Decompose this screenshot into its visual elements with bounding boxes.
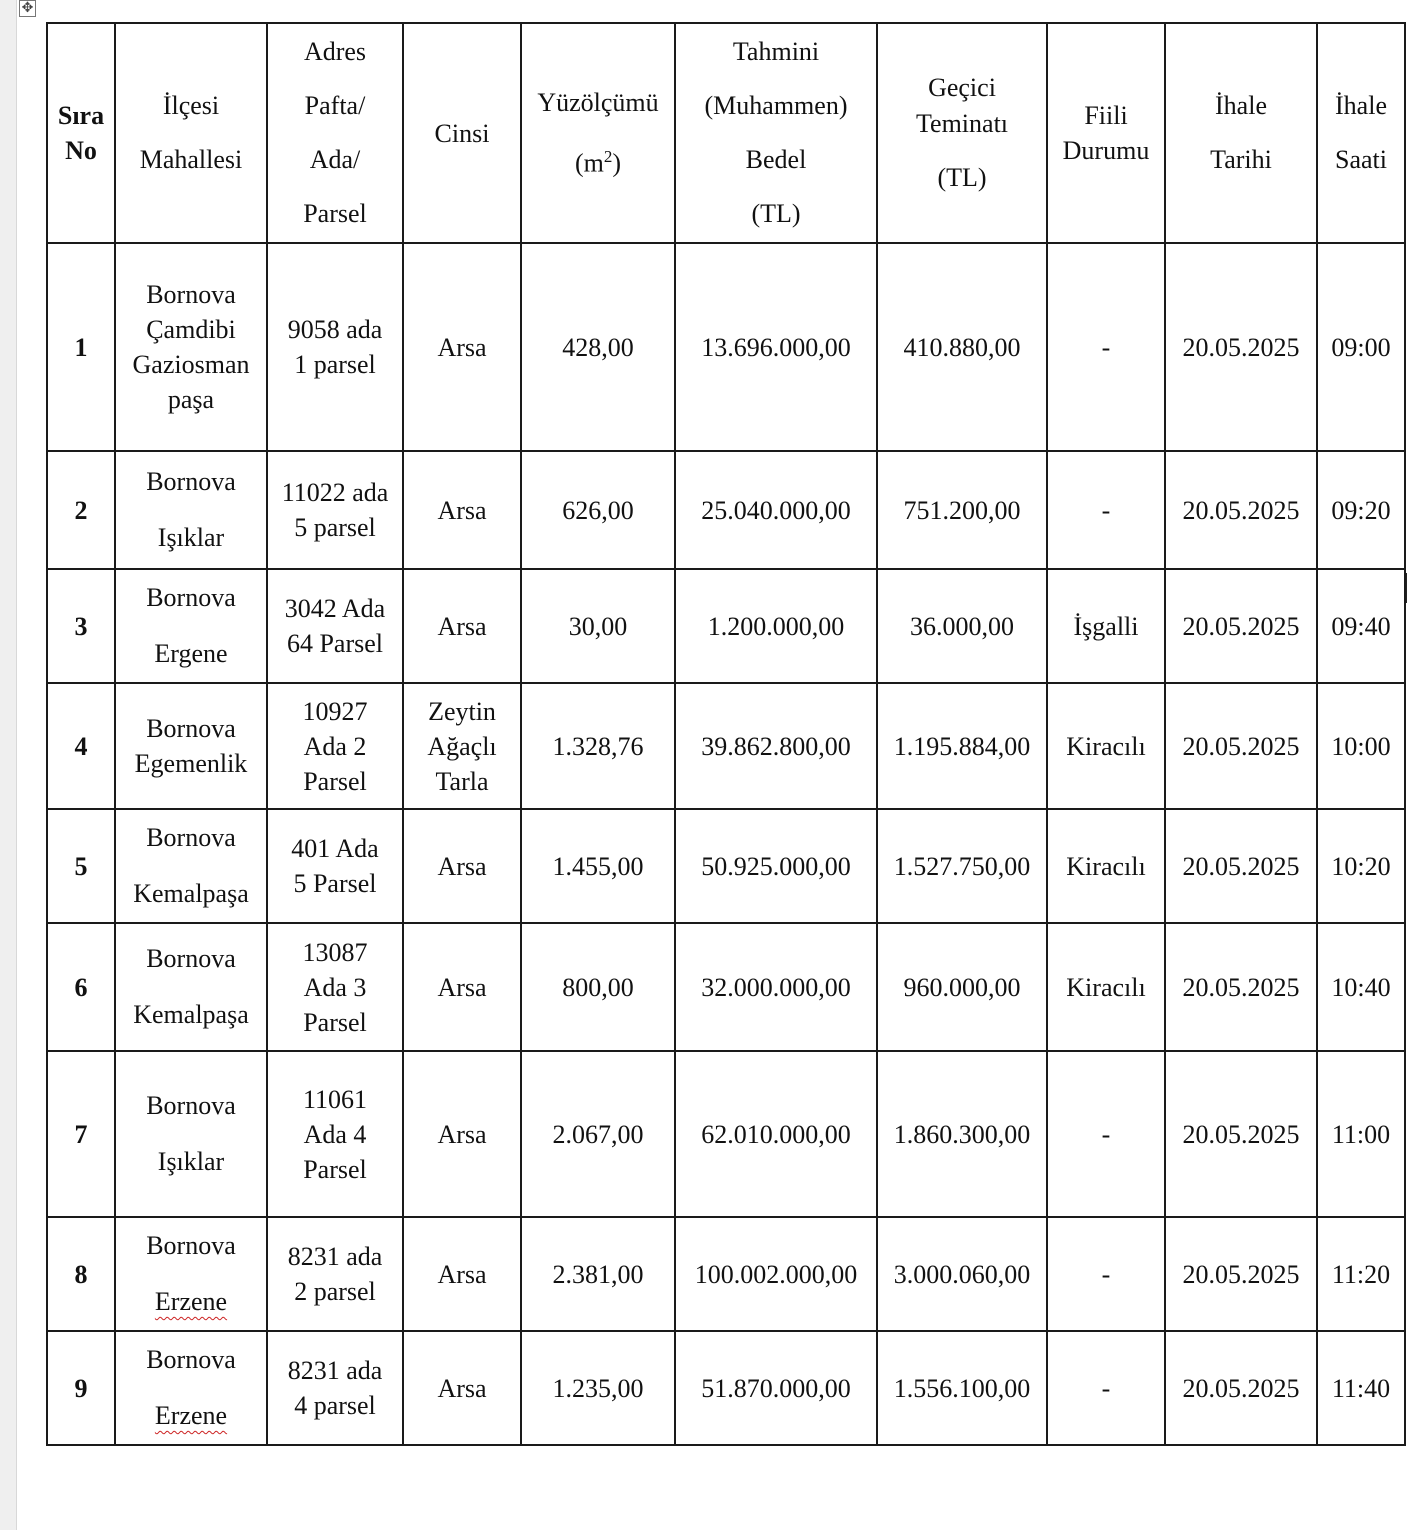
row-number-text: 9 — [74, 1373, 88, 1403]
row-gecici-teminat-text: 960.000,00 — [903, 972, 1021, 1002]
adres-line: Ada 3 — [303, 972, 367, 1002]
header-cinsi-text: Cinsi — [434, 118, 490, 148]
row-tahmini-bedel — [675, 683, 877, 809]
row-number-text: 7 — [74, 1119, 88, 1149]
header-yuzolcumu-line: Yüzölçümü — [537, 87, 659, 117]
row-adres — [267, 1051, 403, 1217]
row-adres — [267, 451, 403, 569]
header-ihale-saati — [1317, 23, 1405, 243]
adres-line: 3042 Ada — [284, 594, 386, 623]
row-fiili-durum-text: - — [1101, 1119, 1111, 1149]
adres-line: 2 parsel — [294, 1277, 376, 1306]
row-tahmini-bedel-text: 1.200.000,00 — [707, 611, 845, 641]
row-adres — [267, 243, 403, 451]
row-ihale-tarihi — [1165, 1051, 1317, 1217]
row-number — [47, 923, 115, 1051]
mahalle-text: paşa — [167, 385, 215, 414]
row-tahmini-bedel-text: 100.002.000,00 — [694, 1259, 858, 1289]
table-row — [47, 451, 1405, 569]
row-adres — [267, 809, 403, 923]
adres-line: 401 Ada — [291, 834, 379, 863]
cinsi-line: Arsa — [437, 495, 487, 525]
row-ihale-saati — [1317, 451, 1405, 569]
row-ilce-mahalle — [115, 809, 267, 923]
row-tahmini-bedel-text: 62.010.000,00 — [701, 1119, 851, 1149]
row-fiili-durum-text: Kiracılı — [1066, 851, 1146, 881]
row-ihale-tarihi — [1165, 1331, 1317, 1445]
row-gecici-teminat — [877, 809, 1047, 923]
row-gecici-teminat — [877, 243, 1047, 451]
table-row — [47, 1217, 1405, 1331]
header-parsel-line: Parsel — [303, 199, 367, 228]
ihale-table — [46, 22, 1406, 1446]
row-ilce-mahalle — [115, 243, 267, 451]
ilce-text: Bornova — [146, 1091, 236, 1120]
header-adres-line: Adres — [303, 37, 367, 66]
row-tahmini-bedel — [675, 1217, 877, 1331]
row-yuzolcumu-text: 2.381,00 — [552, 1259, 644, 1289]
row-yuzolcumu-text: 626,00 — [562, 495, 634, 525]
row-number — [47, 1331, 115, 1445]
row-ihale-tarihi-text: 20.05.2025 — [1182, 972, 1300, 1002]
header-ilce-line: İlçesi — [162, 91, 220, 120]
table-move-handle-icon[interactable]: ✥ — [19, 0, 36, 17]
row-tahmini-bedel — [675, 809, 877, 923]
row-tahmini-bedel-text: 39.862.800,00 — [701, 731, 851, 761]
cinsi-line: Arsa — [437, 851, 487, 881]
row-cinsi — [403, 1051, 521, 1217]
ilce-text: Bornova — [146, 1231, 236, 1260]
row-adres — [267, 1331, 403, 1445]
ilce-text: Bornova — [146, 823, 236, 852]
header-saati-line: Saati — [1335, 145, 1387, 174]
adres-line: Parsel — [303, 1007, 367, 1037]
row-ihale-saati — [1317, 923, 1405, 1051]
ilce-text: Bornova — [146, 944, 236, 973]
row-ilce-mahalle — [115, 569, 267, 683]
row-ihale-tarihi — [1165, 923, 1317, 1051]
row-tahmini-bedel-text: 32.000.000,00 — [701, 972, 851, 1002]
row-gecici-teminat-text: 751.200,00 — [903, 495, 1021, 525]
row-fiili-durum-text: - — [1101, 332, 1111, 362]
adres-line: 4 parsel — [294, 1391, 376, 1420]
row-gecici-teminat-text: 1.195.884,00 — [893, 731, 1031, 761]
adres-line: 8231 ada — [287, 1356, 383, 1385]
header-cinsi — [403, 23, 521, 243]
table-row — [47, 569, 1405, 683]
mahalle-text: Ergene — [154, 639, 228, 668]
mahalle-text: Çamdibi — [146, 315, 236, 344]
header-unit-exponent: 2 — [603, 146, 613, 166]
row-cinsi — [403, 923, 521, 1051]
row-ihale-tarihi — [1165, 1217, 1317, 1331]
row-cinsi — [403, 451, 521, 569]
row-fiili-durum — [1047, 1331, 1165, 1445]
row-ihale-saati-text: 09:00 — [1331, 332, 1391, 362]
row-number — [47, 809, 115, 923]
header-fiili-durumu — [1047, 23, 1165, 243]
table-body — [47, 243, 1405, 1445]
row-ihale-saati — [1317, 809, 1405, 923]
header-unit-close: ) — [612, 148, 622, 178]
row-yuzolcumu — [521, 243, 675, 451]
header-muhammen-line: (Muhammen) — [704, 91, 848, 120]
row-number-text: 2 — [74, 495, 88, 525]
row-number — [47, 683, 115, 809]
table-row — [47, 1051, 1405, 1217]
row-ihale-saati-text: 11:20 — [1331, 1259, 1391, 1289]
row-fiili-durum — [1047, 1217, 1165, 1331]
row-ihale-tarihi — [1165, 569, 1317, 683]
row-ihale-saati — [1317, 1051, 1405, 1217]
header-fiili-line: Fiili — [1084, 101, 1128, 130]
row-tahmini-bedel — [675, 923, 877, 1051]
header-teminat-tl-line: (TL) — [937, 163, 987, 192]
row-fiili-durum — [1047, 809, 1165, 923]
row-number — [47, 243, 115, 451]
row-number-text: 4 — [74, 731, 88, 761]
row-gecici-teminat — [877, 1331, 1047, 1445]
row-number — [47, 1051, 115, 1217]
row-ilce-mahalle — [115, 1217, 267, 1331]
row-tahmini-bedel — [675, 451, 877, 569]
cinsi-line: Tarla — [435, 766, 489, 796]
header-tahmini-bedel — [675, 23, 877, 243]
cinsi-line: Zeytin — [428, 696, 496, 726]
row-ilce-mahalle — [115, 923, 267, 1051]
table-header-row — [47, 23, 1405, 243]
row-ihale-saati — [1317, 683, 1405, 809]
row-cinsi — [403, 1331, 521, 1445]
ilce-text: Bornova — [146, 467, 236, 496]
row-fiili-durum-text: - — [1101, 1259, 1111, 1289]
row-yuzolcumu — [521, 923, 675, 1051]
row-ihale-tarihi-text: 20.05.2025 — [1182, 495, 1300, 525]
row-ihale-tarihi-text: 20.05.2025 — [1182, 1119, 1300, 1149]
ilce-text: Bornova — [146, 280, 236, 309]
row-cinsi — [403, 243, 521, 451]
header-sira-line: Sıra — [57, 101, 105, 130]
header-ihale-tarihi — [1165, 23, 1317, 243]
row-gecici-teminat-text: 3.000.060,00 — [893, 1259, 1031, 1289]
row-fiili-durum — [1047, 1051, 1165, 1217]
row-cinsi — [403, 683, 521, 809]
row-yuzolcumu — [521, 569, 675, 683]
row-yuzolcumu-text: 1.455,00 — [552, 851, 644, 881]
row-cinsi — [403, 1217, 521, 1331]
row-ilce-mahalle — [115, 451, 267, 569]
cinsi-line: Arsa — [437, 1259, 487, 1289]
row-ihale-tarihi-text: 20.05.2025 — [1182, 1373, 1300, 1403]
mahalle-text: Işıklar — [157, 523, 225, 552]
row-adres — [267, 923, 403, 1051]
row-fiili-durum-text: - — [1101, 495, 1111, 525]
row-fiili-durum — [1047, 243, 1165, 451]
adres-line: 5 parsel — [294, 513, 376, 542]
adres-line: 13087 — [302, 937, 368, 967]
row-number — [47, 451, 115, 569]
row-yuzolcumu-text: 428,00 — [562, 332, 634, 362]
header-teminati-line: Teminatı — [915, 109, 1009, 138]
row-ihale-tarihi-text: 20.05.2025 — [1182, 731, 1300, 761]
row-fiili-durum — [1047, 451, 1165, 569]
mahalle-text: Gaziosman — [132, 350, 250, 379]
row-adres — [267, 1217, 403, 1331]
row-adres — [267, 683, 403, 809]
row-number-text: 8 — [74, 1259, 88, 1289]
document-left-margin — [0, 0, 17, 1530]
cinsi-line: Ağaçlı — [427, 731, 497, 761]
header-ada-line: Ada/ — [309, 145, 361, 174]
adres-line: 11022 ada — [281, 478, 389, 507]
row-ihale-tarihi — [1165, 809, 1317, 923]
header-tahmini-line: Tahmini — [732, 37, 820, 66]
mahalle-text: Kemalpaşa — [133, 1000, 249, 1029]
header-ihale-line: İhale — [1215, 91, 1267, 120]
row-ihale-tarihi — [1165, 243, 1317, 451]
header-durumu-line: Durumu — [1062, 136, 1150, 165]
row-yuzolcumu — [521, 1331, 675, 1445]
row-number-text: 6 — [74, 972, 88, 1002]
table-row — [47, 1331, 1405, 1445]
row-ihale-saati — [1317, 243, 1405, 451]
row-gecici-teminat — [877, 683, 1047, 809]
row-yuzolcumu-text: 30,00 — [568, 611, 628, 641]
row-ihale-saati-text: 10:40 — [1331, 972, 1391, 1002]
row-gecici-teminat-text: 1.860.300,00 — [893, 1119, 1031, 1149]
row-ihale-saati-text: 09:20 — [1331, 495, 1391, 525]
ilce-text: Bornova — [146, 583, 236, 612]
adres-line: 8231 ada — [287, 1242, 383, 1271]
adres-line: Ada 2 — [303, 731, 367, 761]
header-mahalle-line: Mahallesi — [139, 145, 243, 174]
row-yuzolcumu — [521, 809, 675, 923]
header-unit-open: (m — [574, 148, 604, 178]
row-ihale-saati-text: 11:40 — [1331, 1373, 1391, 1403]
row-ihale-saati-text: 10:20 — [1331, 851, 1391, 881]
row-ihale-saati — [1317, 569, 1405, 683]
row-ilce-mahalle — [115, 1331, 267, 1445]
row-yuzolcumu-text: 1.235,00 — [552, 1373, 644, 1403]
row-fiili-durum-text: Kiracılı — [1066, 731, 1146, 761]
adres-line: 64 Parsel — [286, 629, 384, 658]
row-yuzolcumu — [521, 1051, 675, 1217]
row-tahmini-bedel-text: 51.870.000,00 — [701, 1373, 851, 1403]
row-yuzolcumu-text: 1.328,76 — [552, 731, 644, 761]
table-row — [47, 809, 1405, 923]
header-sira-no — [47, 23, 115, 243]
row-tahmini-bedel — [675, 1331, 877, 1445]
header-gecici-line: Geçici — [928, 73, 996, 102]
row-gecici-teminat-text: 36.000,00 — [910, 611, 1014, 641]
mahalle-text: Işıklar — [157, 1147, 225, 1176]
header-adres — [267, 23, 403, 243]
row-fiili-durum — [1047, 923, 1165, 1051]
row-ihale-tarihi — [1165, 683, 1317, 809]
row-fiili-durum-text: - — [1101, 1373, 1111, 1403]
row-tahmini-bedel-text: 13.696.000,00 — [701, 332, 851, 362]
row-ihale-tarihi-text: 20.05.2025 — [1182, 851, 1300, 881]
cinsi-line: Arsa — [437, 972, 487, 1002]
row-tahmini-bedel — [675, 243, 877, 451]
row-yuzolcumu-text: 800,00 — [562, 972, 634, 1002]
row-ihale-tarihi — [1165, 451, 1317, 569]
row-gecici-teminat-text: 1.527.750,00 — [893, 851, 1031, 881]
row-number-text: 5 — [74, 851, 88, 881]
row-yuzolcumu-text: 2.067,00 — [552, 1119, 644, 1149]
header-tl-line: (TL) — [751, 199, 801, 228]
ilce-text: Bornova — [146, 714, 236, 743]
row-fiili-durum-text: İşgalli — [1073, 611, 1139, 641]
row-gecici-teminat-text: 1.556.100,00 — [893, 1373, 1031, 1403]
row-ilce-mahalle — [115, 683, 267, 809]
row-number-text: 1 — [74, 332, 88, 362]
row-gecici-teminat-text: 410.880,00 — [903, 332, 1021, 362]
table-row — [47, 683, 1405, 809]
adres-line: Parsel — [303, 1154, 367, 1184]
row-adres — [267, 569, 403, 683]
row-number — [47, 569, 115, 683]
header-gecici-teminat — [877, 23, 1047, 243]
mahalle-text: Egemenlik — [134, 749, 248, 778]
cinsi-line: Arsa — [437, 1373, 487, 1403]
ilce-text: Bornova — [146, 1345, 236, 1374]
row-tahmini-bedel-text: 50.925.000,00 — [701, 851, 851, 881]
mahalle-text: Erzene — [154, 1401, 228, 1430]
row-fiili-durum — [1047, 683, 1165, 809]
adres-line: 10927 — [302, 696, 368, 726]
row-gecici-teminat — [877, 1217, 1047, 1331]
cinsi-line: Arsa — [437, 332, 487, 362]
row-yuzolcumu — [521, 451, 675, 569]
row-number-text: 3 — [74, 611, 88, 641]
row-ihale-tarihi-text: 20.05.2025 — [1182, 611, 1300, 641]
mahalle-text: Kemalpaşa — [133, 879, 249, 908]
adres-line: Parsel — [303, 766, 367, 796]
header-bedel-line: Bedel — [745, 145, 807, 174]
header-ilce-mahalle — [115, 23, 267, 243]
adres-line: 1 parsel — [294, 350, 376, 379]
row-fiili-durum — [1047, 569, 1165, 683]
header-unit-line — [522, 130, 674, 191]
row-tahmini-bedel-text: 25.040.000,00 — [701, 495, 851, 525]
row-ihale-saati-text: 11:00 — [1331, 1119, 1391, 1149]
header-pafta-line: Pafta/ — [304, 91, 366, 120]
row-tahmini-bedel — [675, 1051, 877, 1217]
table-row — [47, 923, 1405, 1051]
table-row — [47, 243, 1405, 451]
row-cinsi — [403, 569, 521, 683]
mahalle-text: Erzene — [154, 1287, 228, 1316]
cinsi-line: Arsa — [437, 611, 487, 641]
adres-line: Ada 4 — [303, 1119, 367, 1149]
row-fiili-durum-text: Kiracılı — [1066, 972, 1146, 1002]
row-yuzolcumu — [521, 683, 675, 809]
row-ihale-saati — [1317, 1217, 1405, 1331]
header-ihale-saat-line: İhale — [1335, 91, 1387, 120]
adres-line: 11061 — [302, 1084, 368, 1114]
row-tahmini-bedel — [675, 569, 877, 683]
row-ihale-tarihi-text: 20.05.2025 — [1182, 1259, 1300, 1289]
row-gecici-teminat — [877, 451, 1047, 569]
row-cinsi — [403, 809, 521, 923]
adres-line: 9058 ada — [287, 315, 383, 344]
row-gecici-teminat — [877, 569, 1047, 683]
header-no-line: No — [65, 136, 97, 165]
row-ihale-saati — [1317, 1331, 1405, 1445]
row-yuzolcumu — [521, 1217, 675, 1331]
adres-line: 5 Parsel — [293, 869, 377, 898]
header-yuzolcumu — [521, 23, 675, 243]
row-ilce-mahalle — [115, 1051, 267, 1217]
row-ihale-saati-text: 10:00 — [1331, 731, 1391, 761]
row-ihale-saati-text: 09:40 — [1331, 611, 1391, 641]
cinsi-line: Arsa — [437, 1119, 487, 1149]
header-tarihi-line: Tarihi — [1210, 145, 1272, 174]
row-number — [47, 1217, 115, 1331]
row-gecici-teminat — [877, 923, 1047, 1051]
row-gecici-teminat — [877, 1051, 1047, 1217]
row-ihale-tarihi-text: 20.05.2025 — [1182, 332, 1300, 362]
